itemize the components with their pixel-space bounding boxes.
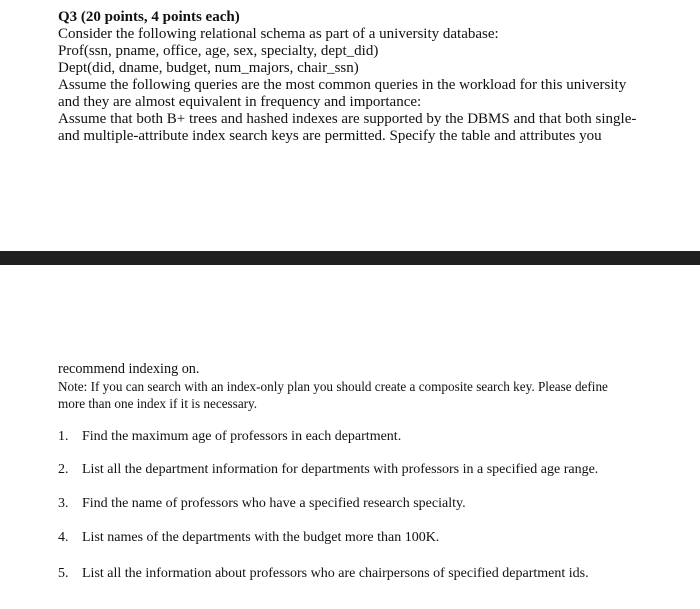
query-number: 5. [58, 566, 69, 581]
question-heading: Q3 (20 points, 4 points each) [58, 9, 240, 25]
continuation-line: recommend indexing on. [58, 361, 200, 377]
query-item-3 [58, 497, 466, 511]
query-item-4 [58, 531, 439, 545]
assumption-line-4: and multiple-attribute index search keys are permitted. Specify the table and attributes you [58, 128, 602, 144]
query-item-1 [58, 430, 401, 444]
query-number: 3. [58, 496, 69, 511]
query-number: 2. [58, 462, 69, 477]
query-text: List names of the departments with the budget more than 100K. [82, 530, 440, 545]
assumption-line-2: and they are almost equivalent in frequency and importance: [58, 94, 422, 110]
note-line-1: Note: If you can search with an index-only plan you should create a composite search key. Please define [58, 379, 608, 394]
query-item-5 [58, 567, 589, 581]
intro-line: Consider the following relational schema as part of a university database: [58, 26, 499, 42]
note-line-2: more than one index if it is necessary. [58, 396, 258, 411]
assumption-line-3: Assume that both B+ trees and hashed indexes are supported by the DBMS and that both single- [58, 111, 637, 127]
dept-schema-line: Dept(did, dname, budget, num_majors, chair_ssn) [58, 60, 359, 76]
prof-schema-line: Prof(ssn, pname, office, age, sex, specialty, dept_did) [58, 43, 379, 59]
page-divider-bar [0, 251, 700, 265]
query-text: Find the name of professors who have a specified research specialty. [82, 496, 466, 511]
query-text: List all the information about professors who are chairpersons of specified department ids. [82, 566, 589, 581]
query-text: List all the department information for departments with professors in a specified age range. [82, 462, 599, 477]
assumption-line-1: Assume the following queries are the most common queries in the workload for this university [58, 77, 627, 93]
query-number: 1. [58, 429, 69, 444]
query-item-2 [58, 463, 598, 477]
query-text: Find the maximum age of professors in each department. [82, 429, 402, 444]
query-number: 4. [58, 530, 69, 545]
